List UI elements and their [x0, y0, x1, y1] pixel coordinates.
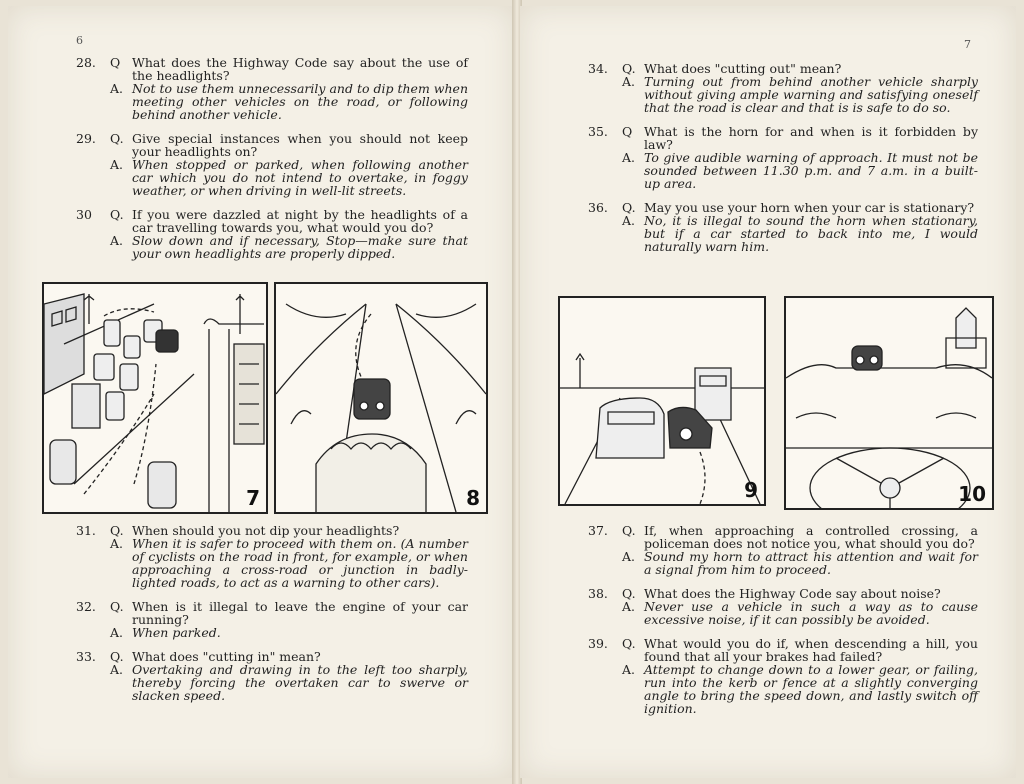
- answer-text: Never use a vehicle in such a way as to cause excessive noise, if it can possibly be avoided.: [644, 599, 978, 627]
- question-text: What is the horn for and when is it forbidden by law?: [644, 124, 978, 152]
- question-text: Give special instances when you should not keep your headlights on?: [132, 131, 468, 159]
- answer-row: [588, 663, 978, 715]
- question-text: What does the Highway Code say about noise?: [644, 586, 941, 601]
- answer-text: When parked.: [132, 625, 221, 640]
- figure-number: 7: [246, 486, 260, 510]
- question-number: 30: [76, 207, 92, 222]
- figure-number: 9: [744, 478, 758, 502]
- answer-row: [76, 82, 468, 121]
- street-scene-illustration: [44, 284, 266, 512]
- answer-row: [588, 214, 978, 253]
- answer-tag: A.: [622, 549, 636, 564]
- road-headlights-illustration: [276, 284, 486, 512]
- answer-tag: A.: [622, 213, 636, 228]
- question-text: May you use your horn when your car is stationary?: [644, 200, 975, 215]
- answer-tag: A.: [110, 536, 124, 551]
- question-tag: Q: [622, 124, 633, 139]
- answer-text: Turning out from behind another vehicle sharply without giving ample warning and satisfying oneself that the road is clear and that is is safe to do so.: [644, 74, 978, 115]
- answer-tag: A.: [110, 233, 124, 248]
- question-text: What would you do if, when descending a hill, you found that all your brakes had failed?: [644, 636, 978, 664]
- right-bottom-qa-block: [588, 524, 978, 726]
- question-tag: Q.: [110, 131, 124, 146]
- answer-text: Sound my horn to attract his attention and wait for a signal from him to proceed.: [644, 549, 978, 577]
- answer-tag: A.: [110, 625, 124, 640]
- question-row: [588, 637, 978, 663]
- question-row: [76, 56, 468, 82]
- answer-tag: A.: [110, 81, 124, 96]
- answer-tag: A.: [622, 599, 636, 614]
- right-top-qa-block: [588, 62, 978, 264]
- question-number: 35.: [588, 124, 608, 139]
- answer-row: [76, 626, 468, 639]
- answer-tag: A.: [622, 74, 636, 89]
- right-page-number: 7: [964, 38, 971, 51]
- question-number: 31.: [76, 523, 96, 538]
- overtaking-scene-illustration: [560, 298, 764, 504]
- answer-text: Slow down and if necessary, Stop—make sure that your own headlights are properly dipped.: [132, 233, 468, 261]
- question-text: What does "cutting out" mean?: [644, 61, 842, 76]
- illustration-figure-10: [784, 296, 994, 510]
- answer-text: No, it is illegal to sound the horn when stationary, but if a car started to back into me, I would naturally warn him.: [644, 213, 978, 254]
- left-page-number: 6: [76, 34, 83, 47]
- left-page: [8, 6, 514, 778]
- question-number: 32.: [76, 599, 96, 614]
- illustration-figure-7: [42, 282, 268, 514]
- question-number: 39.: [588, 636, 608, 651]
- answer-row: [76, 234, 468, 260]
- figure-number: 8: [466, 486, 480, 510]
- question-tag: Q.: [110, 207, 124, 222]
- question-tag: Q.: [110, 649, 124, 664]
- question-row: [76, 600, 468, 626]
- question-tag: Q.: [110, 523, 124, 538]
- right-page: [520, 6, 1016, 778]
- question-number: 37.: [588, 523, 608, 538]
- figure-number: 10: [958, 482, 986, 506]
- crest-of-hill-illustration: [786, 298, 992, 508]
- answer-tag: A.: [110, 662, 124, 677]
- question-row: [76, 132, 468, 158]
- question-tag: Q.: [622, 200, 636, 215]
- answer-text: To give audible warning of approach. It must not be sounded between 11.30 p.m. and 7 a.m. in a built-up area.: [644, 150, 978, 191]
- question-text: When should you not dip your headlights?: [132, 523, 400, 538]
- question-number: 33.: [76, 649, 96, 664]
- answer-text: Not to use them unnecessarily and to dip them when meeting other vehicles on the road, or following behind another vehicle.: [132, 81, 468, 122]
- question-number: 29.: [76, 131, 96, 146]
- answer-row: [588, 75, 978, 114]
- illustration-figure-8: [274, 282, 488, 514]
- question-tag: Q: [110, 55, 121, 70]
- question-row: [76, 208, 468, 234]
- answer-tag: A.: [110, 157, 124, 172]
- answer-text: When it is safer to proceed with them on. (A number of cyclists on the road in front, for example, or when approaching a cross-road or junction in badly-lighted roads, to act as a warning to other cars).: [132, 536, 468, 590]
- answer-tag: A.: [622, 150, 636, 165]
- answer-row: [588, 550, 978, 576]
- question-number: 34.: [588, 61, 608, 76]
- answer-text: Attempt to change down to a lower gear, or failing, run into the kerb or fence at a slightly converging angle to bring the speed down, and lastly switch off ignition.: [644, 662, 978, 716]
- illustration-figure-9: [558, 296, 766, 506]
- question-text: What does the Highway Code say about the use of the headlights?: [132, 55, 468, 83]
- question-tag: Q.: [622, 523, 636, 538]
- question-number: 38.: [588, 586, 608, 601]
- answer-row: [76, 663, 468, 702]
- question-row: [588, 125, 978, 151]
- answer-text: Overtaking and drawing in to the left too sharply, thereby forcing the overtaken car to swerve or slacken speed.: [132, 662, 468, 703]
- question-text: What does "cutting in" mean?: [132, 649, 321, 664]
- left-top-qa-block: [76, 56, 468, 271]
- question-tag: Q.: [622, 586, 636, 601]
- question-text: If, when approaching a controlled crossing, a policeman does not notice you, what should you do?: [644, 523, 978, 551]
- answer-row: [76, 537, 468, 589]
- answer-row: [588, 600, 978, 626]
- question-row: [588, 524, 978, 550]
- question-text: When is it illegal to leave the engine of your car running?: [132, 599, 468, 627]
- answer-text: When stopped or parked, when following another car which you do not intend to overtake, in foggy weather, or when driving in well-lit streets.: [132, 157, 468, 198]
- answer-row: [588, 151, 978, 190]
- question-text: If you were dazzled at night by the headlights of a car travelling towards you, what would you do?: [132, 207, 468, 235]
- answer-tag: A.: [622, 662, 636, 677]
- question-number: 28.: [76, 55, 96, 70]
- left-bottom-qa-block: [76, 524, 468, 713]
- answer-row: [76, 158, 468, 197]
- question-tag: Q.: [622, 61, 636, 76]
- question-tag: Q.: [110, 599, 124, 614]
- question-number: 36.: [588, 200, 608, 215]
- question-tag: Q.: [622, 636, 636, 651]
